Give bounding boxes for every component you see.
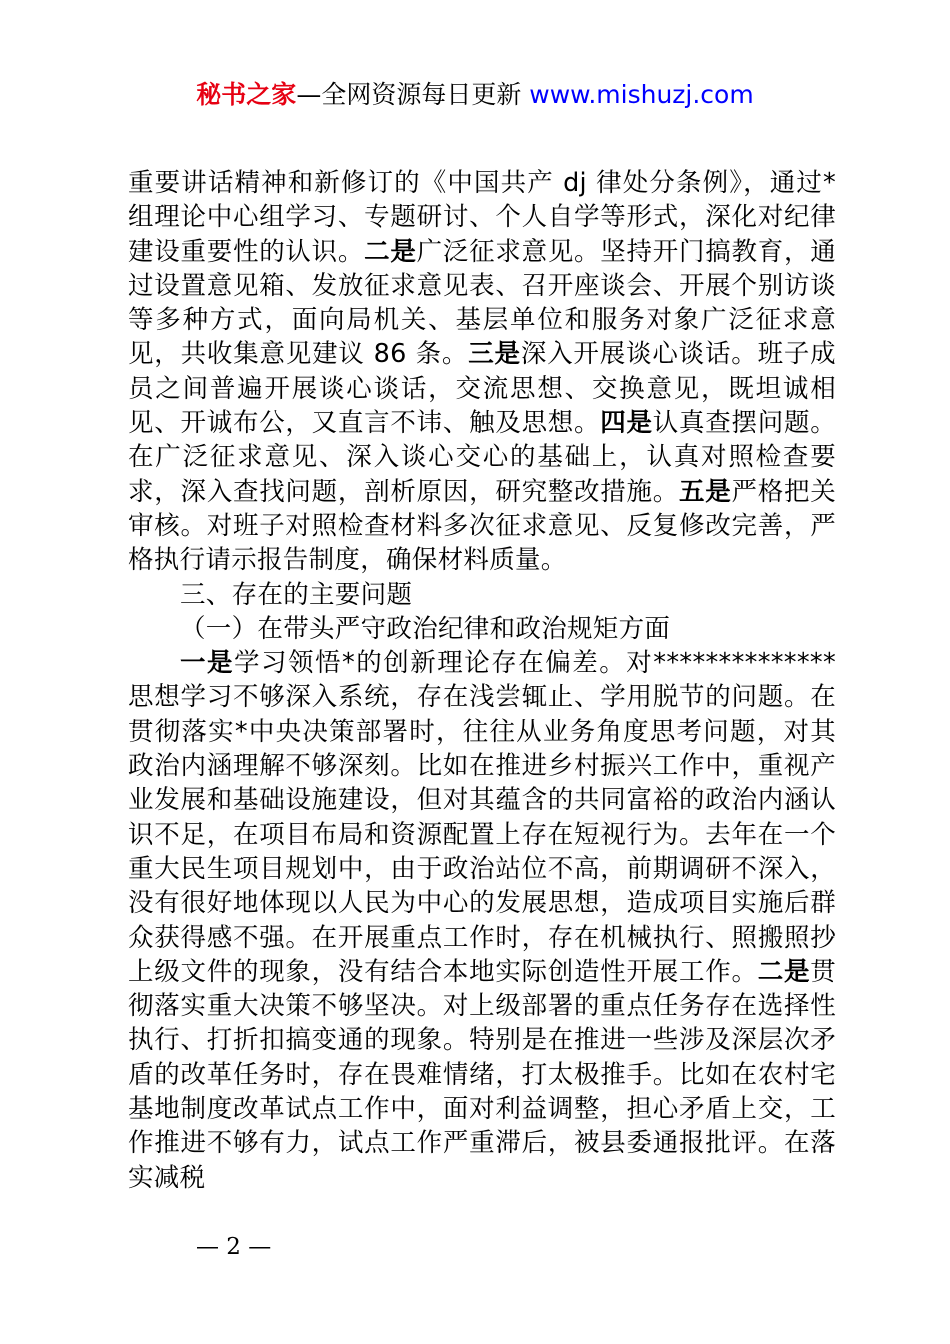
section-heading: 三、存在的主要问题 [180, 579, 413, 610]
ordinal-marker: 一是 [180, 648, 235, 679]
text-run: 认真查摆问题。在广泛征求意见、深入谈心交心的基础上，认真对照检查要求，深入查找问题，剖析原因，研究整改措施。 [128, 408, 836, 507]
paragraph-measures [128, 166, 836, 578]
subsection-heading: （一）在带头严守政治纪律和政治规矩方面 [180, 613, 671, 644]
ordinal-marker: 三是 [468, 339, 521, 370]
ordinal-marker: 五是 [679, 476, 732, 507]
document-body [128, 166, 836, 1195]
brand-name: 秘书之家 [196, 80, 297, 109]
text-run: 贯彻落实重大决策不够坚决。对上级部署的重点任务存在选择性执行、打折扣搞变通的现象。特别是在推进一些涉及深层次矛盾的改革任务时，存在畏难情绪，打太极推手。比如在农村宅基地制度改革试点工作中，面对利益调整，担心矛盾上交，工作推进不够有力，试点工作严重滞后，被县委通报批评。在落实减税 [128, 956, 836, 1193]
header-tagline: —全网资源每日更新 [296, 80, 522, 109]
ordinal-marker: 四是 [600, 408, 653, 439]
page-number: — 2 — [196, 1234, 272, 1260]
text-run: 学习领悟*的创新理论存在偏差。对**************思想学习不够深入系统，存在浅尝辄止、学用脱节的问题。在贯彻落实*中央决策部署时，往往从业务角度思考问题，对其政治内涵理解不够深刻。比如在推进乡村振兴工作中，重视产业发展和基础设施建设，但对其蕴含的共同富裕的政治内涵认识不足，在项目布局和资源配置上存在短视行为。去年在一个重大民生项目规划中，由于政治站位不高，前期调研不深入，没有很好地体现以人民为中心的发展思想，造成项目实施后群众获得感不强。在开展重点工作时，存在机械执行、照搬照抄上级文件的现象，没有结合本地实际创造性开展工作。 [128, 648, 836, 987]
paragraph-problems [128, 646, 836, 1195]
ordinal-marker: 二是 [757, 956, 811, 987]
ordinal-marker: 二是 [364, 236, 417, 267]
text-run: 重要讲话精神和新修订的《中国共产 dj 律处分条例》，通过*组理论中心组学习、专题研讨、个人自学等形式，深化对纪律建设重要性的认识。 [128, 168, 836, 267]
site-url-link[interactable]: www.mishuzj.com [529, 80, 754, 109]
text-run: 严格把关审核。对班子对照检查材料多次征求意见、反复修改完善，严格执行请示报告制度，确保材料质量。 [128, 476, 836, 576]
text-run: 广泛征求意见。坚持开门搞教育，通过设置意见箱、发放征求意见表、召开座谈会、开展个别访谈等多种方式，面向局机关、基层单位和服务对象广泛征求意见，共收集意见建议 86 条。 [128, 236, 836, 370]
text-run: 深入开展谈心谈话。班子成员之间普遍开展谈心谈话，交流思想、交换意见，既坦诚相见、开诚布公，又直言不讳、触及思想。 [128, 339, 836, 439]
site-header [0, 78, 950, 112]
